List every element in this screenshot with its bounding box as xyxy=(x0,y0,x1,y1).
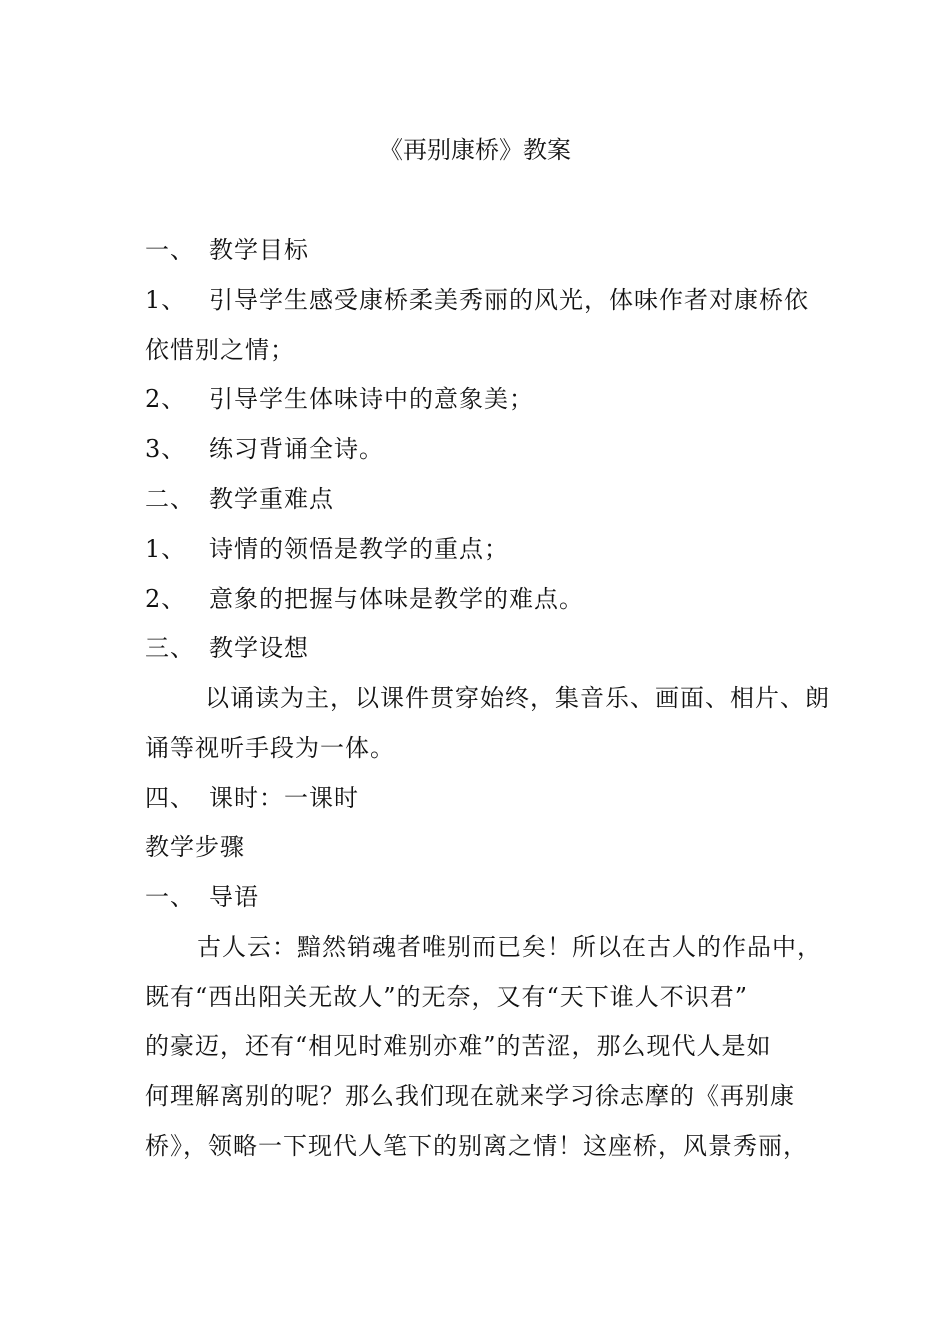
section-number: 二、 xyxy=(145,485,195,513)
intro-paragraph-line-5: 桥》，领略一下现代人笔下的别离之情！这座桥，风景秀丽， xyxy=(145,1132,808,1160)
key-item-2 xyxy=(145,581,584,617)
section-number: 三、 xyxy=(145,634,195,662)
intro-paragraph-line-4: 何理解离别的呢？那么我们现在就来学习徐志摩的《再别康 xyxy=(145,1082,795,1110)
item-text: 引导学生体味诗中的意象美； xyxy=(209,385,534,413)
section-title: 教学设想 xyxy=(209,634,309,662)
goal-item-3 xyxy=(145,431,384,467)
step-introduction xyxy=(145,879,259,915)
document-title: 《再别康桥》教案 xyxy=(379,136,571,164)
item-number: 1、 xyxy=(145,286,187,314)
section-number: 一、 xyxy=(145,236,195,264)
section-teaching-design xyxy=(145,630,309,666)
item-number: 1、 xyxy=(145,535,187,563)
design-paragraph-line-1: 以诵读为主，以课件贯穿始终，集音乐、画面、相片、朗 xyxy=(205,684,830,712)
item-text: 引导学生感受康桥柔美秀丽的风光，体味作者对康桥依 xyxy=(209,286,809,314)
key-item-1 xyxy=(145,531,509,567)
steps-heading: 教学步骤 xyxy=(145,833,245,861)
item-text: 诗情的领悟是教学的重点； xyxy=(209,535,509,563)
goal-item-2 xyxy=(145,381,534,417)
section-title: 教学重难点 xyxy=(209,485,334,513)
item-text: 练习背诵全诗。 xyxy=(209,435,384,463)
section-title: 教学目标 xyxy=(209,236,309,264)
section-teaching-goals xyxy=(145,232,309,268)
goal-item-1 xyxy=(145,282,809,318)
intro-paragraph-line-2: 既有“西出阳关无故人”的无奈，又有“天下谁人不识君” xyxy=(145,983,749,1011)
section-title: 导语 xyxy=(209,883,259,911)
section-key-difficulties xyxy=(145,481,334,517)
item-number: 2、 xyxy=(145,585,187,613)
section-number: 一、 xyxy=(145,883,195,911)
section-number: 四、 xyxy=(145,784,195,812)
section-title: 课时：一课时 xyxy=(209,784,359,812)
item-text: 意象的把握与体味是教学的难点。 xyxy=(209,585,584,613)
item-number: 3、 xyxy=(145,435,187,463)
section-class-hours xyxy=(145,780,359,816)
intro-paragraph-line-3: 的豪迈，还有“相见时难别亦难”的苦涩，那么现代人是如 xyxy=(145,1032,772,1060)
item-number: 2、 xyxy=(145,385,187,413)
intro-paragraph-line-1: 古人云：黯然销魂者唯别而已矣！所以在古人的作品中， xyxy=(197,933,822,961)
design-paragraph-line-2: 诵等视听手段为一体。 xyxy=(145,734,395,762)
goal-item-1-continuation: 依惜别之情； xyxy=(145,336,295,364)
